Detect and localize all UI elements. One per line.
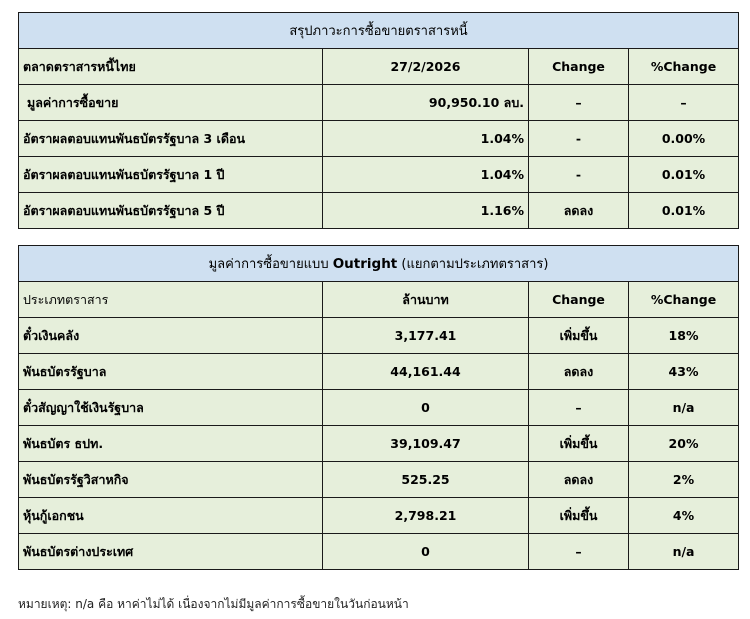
row-value: 90,950.10 ลบ.: [323, 85, 529, 121]
outright-trading-table: [18, 245, 739, 570]
table-row: [19, 390, 739, 426]
header-pct-change: %Change: [629, 282, 739, 318]
row-label: ตั๋วเงินคลัง: [19, 318, 323, 354]
outright-title-keyword: Outright: [332, 256, 398, 272]
row-label: พันธบัตรรัฐบาล: [19, 354, 323, 390]
row-pct-change: 2%: [629, 462, 739, 498]
header-change: Change: [529, 282, 629, 318]
row-pct-change: 0.00%: [629, 121, 739, 157]
outright-header-row: [19, 282, 739, 318]
table-row: [19, 534, 739, 570]
row-change: ลดลง: [529, 193, 629, 229]
row-value: 44,161.44: [323, 354, 529, 390]
row-change: เพิ่มขึ้น: [529, 426, 629, 462]
row-value: 0: [323, 534, 529, 570]
row-label: หุ้นกู้เอกชน: [19, 498, 323, 534]
row-value: 39,109.47: [323, 426, 529, 462]
row-pct-change: –: [629, 85, 739, 121]
row-pct-change: 20%: [629, 426, 739, 462]
header-market: ตลาดตราสารหนี้ไทย: [19, 49, 323, 85]
row-label: อัตราผลตอบแทนพันธบัตรรัฐบาล 5 ปี: [19, 193, 323, 229]
table-row: [19, 193, 739, 229]
row-value: 1.04%: [323, 121, 529, 157]
row-value: 3,177.41: [323, 318, 529, 354]
header-instrument-type: ประเภทตราสาร: [19, 282, 323, 318]
row-pct-change: 18%: [629, 318, 739, 354]
row-label: พันธบัตร ธปท.: [19, 426, 323, 462]
row-value: 1.04%: [323, 157, 529, 193]
bond-market-summary-table: [18, 12, 739, 229]
summary-title: สรุปภาวะการซื้อขายตราสารหนี้: [19, 13, 739, 49]
row-label: พันธบัตรต่างประเทศ: [19, 534, 323, 570]
row-pct-change: 0.01%: [629, 157, 739, 193]
table-row: [19, 498, 739, 534]
row-value: 0: [323, 390, 529, 426]
header-date: 27/2/2026: [323, 49, 529, 85]
table-row: [19, 121, 739, 157]
outright-title-prefix: มูลค่าการซื้อขายแบบ: [208, 257, 333, 272]
row-label: อัตราผลตอบแทนพันธบัตรรัฐบาล 3 เดือน: [19, 121, 323, 157]
row-pct-change: 4%: [629, 498, 739, 534]
row-pct-change: n/a: [629, 534, 739, 570]
table-row: [19, 318, 739, 354]
table-row: [19, 354, 739, 390]
header-pct-change: %Change: [629, 49, 739, 85]
header-million-baht: ล้านบาท: [323, 282, 529, 318]
row-change: –: [529, 534, 629, 570]
row-value: 1.16%: [323, 193, 529, 229]
row-label: มูลค่าการซื้อขาย: [19, 85, 323, 121]
table-row: [19, 85, 739, 121]
row-change: ลดลง: [529, 462, 629, 498]
row-pct-change: 0.01%: [629, 193, 739, 229]
row-change: เพิ่มขึ้น: [529, 318, 629, 354]
row-label: ตั๋วสัญญาใช้เงินรัฐบาล: [19, 390, 323, 426]
outright-title-suffix: (แยกตามประเภทตราสาร): [397, 257, 549, 272]
row-change: -: [529, 121, 629, 157]
footnote: หมายเหตุ: n/a คือ หาค่าไม่ได้ เนื่องจากไม่มีมูลค่าการซื้อขายในวันก่อนหน้า: [18, 597, 409, 611]
table-row: [19, 426, 739, 462]
row-label: พันธบัตรรัฐวิสาหกิจ: [19, 462, 323, 498]
header-change: Change: [529, 49, 629, 85]
row-change: –: [529, 390, 629, 426]
row-label: อัตราผลตอบแทนพันธบัตรรัฐบาล 1 ปี: [19, 157, 323, 193]
row-change: ลดลง: [529, 354, 629, 390]
row-change: เพิ่มขึ้น: [529, 498, 629, 534]
row-change: -: [529, 157, 629, 193]
row-value: 2,798.21: [323, 498, 529, 534]
row-change: –: [529, 85, 629, 121]
row-value: 525.25: [323, 462, 529, 498]
summary-header-row: [19, 49, 739, 85]
outright-title: [19, 246, 739, 282]
table-row: [19, 157, 739, 193]
row-pct-change: 43%: [629, 354, 739, 390]
table-row: [19, 462, 739, 498]
row-pct-change: n/a: [629, 390, 739, 426]
